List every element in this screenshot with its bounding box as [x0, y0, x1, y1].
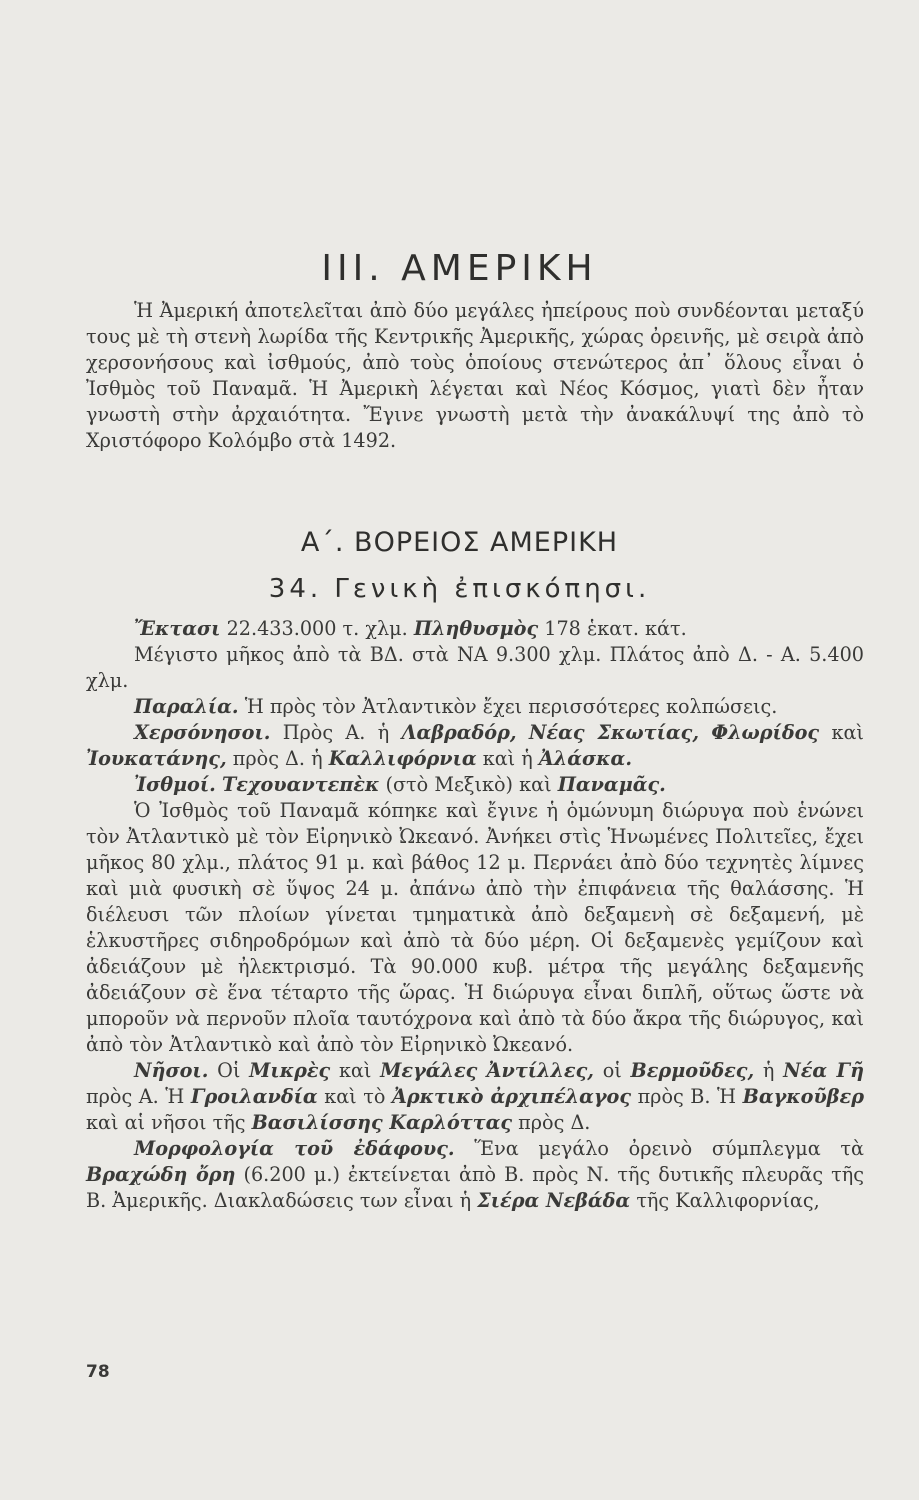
islands-label: Νῆσοι.	[134, 1059, 209, 1082]
peninsulas-text: καὶ ἡ	[482, 747, 533, 770]
place-labrador: Λαβραδόρ,	[401, 721, 517, 744]
coast-text: Ἡ πρὸς τὸν Ἀτλαντικὸν ἔχει περισσότερες κολπώσεις.	[244, 695, 778, 718]
intro-paragraph: Ἡ Ἀμερική ἀποτελεῖται ἀπὸ δύο μεγάλες ἠπείρους ποὺ συνδέονται μεταξύ τους μὲ τὴ στενὴ λωρίδα τῆς Κεντρικῆς Ἀμερικῆς, χώρας ὀρεινῆς, μὲ σειρὰ ἀπὸ χερσονήσους καὶ ἰσθμούς, ἀπὸ τοὺς ὁποίους στενώτερος ἀπ᾿ ὅλους εἶναι ὁ Ἰσθμὸς τοῦ Παναμᾶ. Ἡ Ἀμερικὴ λέγεται καὶ Νέος Κόσμος, γιατὶ δὲν ἦταν γνωστὴ στὴν ἀρχαιότητα. Ἔγινε γνωστὴ μετὰ τὴν ἀνακάλυψί της ἀπὸ τὸ Χριστόφορο Κολόμβο στὰ 1492.	[86, 299, 864, 452]
place-rocky-mountains: Βραχώδη ὄρη	[86, 1163, 236, 1186]
place-alaska: Ἀλάσκα.	[538, 747, 633, 770]
place-arctic-archipelago: Ἀρκτικὸ ἀρχιπέλαγος	[391, 1085, 632, 1108]
length-paragraph: Μέγιστο μῆκος ἀπὸ τὰ ΒΔ. στὰ ΝΑ 9.300 χλμ. Πλάτος ἀπὸ Δ. - Α. 5.400 χλμ.	[86, 643, 864, 692]
canal-paragraph: Ὁ Ἰσθμὸς τοῦ Παναμᾶ κόπηκε καὶ ἔγινε ἡ ὁμώνυμη διώρυγα ποὺ ἑνώνει τὸν Ἀτλαντικὸ μὲ τὸν Εἰρηνικὸ Ὠκεανό. Ἀνήκει στὶς Ἡνωμένες Πολιτεῖες, ἔχει μῆκος 80 χλμ., πλάτος 91 μ. καὶ βάθος 12 μ. Περνάει ἀπὸ δύο τεχνητὲς λίμνες καὶ μιὰ φυσικὴ σὲ ὕψος 24 μ. ἀπάνω ἀπὸ τὴν ἐπιφάνεια τῆς θαλάσσης. Ἡ διέλευσι τῶν πλοίων γίνεται τμηματικὰ ἀπὸ δεξαμενὴ σὲ δεξαμενή, μὲ ἑλκυστῆρες σιδηροδρόμων καὶ ἀπὸ τὰ δύο μέρη. Οἱ δεξαμενὲς γεμίζουν καὶ ἀδειάζουν μὲ ἠλεκτρισμό. Τὰ 90.000 κυβ. μέτρα τῆς μεγάλης δεξαμενῆς ἀδειάζουν σὲ ἕνα τέταρτο τῆς ὥρας. Ἡ διώρυγα εἶναι διπλῆ, οὕτως ὥστε νὰ μποροῦν νὰ περνοῦν πλοῖα ταυτόχρονα καὶ ἀπὸ τὰ δύο ἄκρα τῆς διώρυγος, καὶ ἀπὸ τὸν Ἀτλαντικὸ καὶ ἀπὸ τὸν Εἰρηνικὸ Ὠκεανό.	[86, 799, 864, 1056]
place-queen-charlotte: Βασιλίσσης Καρλόττας	[251, 1111, 513, 1134]
morphology-paragraph	[86, 1136, 864, 1214]
place-florida: Φλωρίδος	[711, 721, 820, 744]
islands-text: καὶ αἱ νῆσοι τῆς	[86, 1111, 246, 1134]
page-number: 78	[86, 1362, 110, 1382]
islands-text: οἱ	[602, 1059, 622, 1082]
islands-text: ἡ	[762, 1059, 775, 1082]
area-paragraph	[86, 616, 864, 642]
population-value: 178 ἑκατ. κάτ.	[544, 617, 687, 640]
isthmuses-paragraph	[86, 772, 864, 798]
body-block	[86, 616, 864, 1214]
islands-paragraph	[86, 1058, 864, 1136]
peninsulas-label: Χερσόνησοι.	[134, 721, 271, 744]
peninsulas-text: πρὸς Δ. ἡ	[232, 747, 323, 770]
isthmuses-label: Ἰσθμοί.	[134, 773, 216, 796]
place-lesser-antilles: Μικρὲς	[249, 1059, 331, 1082]
section-heading: Α΄. ΒΟΡΕΙΟΣ ΑΜΕΡΙΚΗ	[300, 527, 619, 558]
place-yucatan: Ἰουκατάνης,	[86, 747, 227, 770]
place-panama: Παναμᾶς.	[557, 773, 666, 796]
place-greenland: Γροιλανδία	[190, 1085, 318, 1108]
place-tehuantepec: Τεχουαντεπὲκ	[221, 773, 380, 796]
population-label: Πληθυσμὸς	[413, 617, 539, 640]
coast-paragraph	[86, 694, 864, 720]
peninsulas-text: καὶ	[831, 721, 864, 744]
place-greater-antilles: Μεγάλες Ἀντίλλες,	[380, 1059, 594, 1082]
islands-text: Οἱ	[217, 1059, 241, 1082]
coast-label: Παραλία.	[134, 695, 239, 718]
place-newfoundland: Νέα Γῆ	[783, 1059, 865, 1082]
morphology-text: Ἕνα μεγάλο ὀρεινὸ σύμπλεγμα τὰ	[474, 1137, 864, 1160]
islands-text: καὶ	[338, 1059, 372, 1082]
morphology-text: τῆς Καλλιφορνίας,	[636, 1189, 820, 1212]
place-sierra-nevada: Σιέρα Νεβάδα	[477, 1189, 631, 1212]
chapter-title: III. ΑΜΕΡΙΚΗ	[321, 248, 598, 289]
intro-block	[86, 298, 864, 454]
peninsulas-paragraph	[86, 720, 864, 772]
islands-text: πρὸς Β. Ἡ	[637, 1085, 737, 1108]
place-vancouver: Βαγκοῦβερ	[742, 1085, 864, 1108]
islands-text: καὶ τὸ	[324, 1085, 386, 1108]
islands-text: πρὸς Α. Ἡ	[86, 1085, 185, 1108]
isthmuses-text: (στὸ Μεξικὸ) καὶ	[385, 773, 552, 796]
place-bermuda: Βερμοῦδες,	[630, 1059, 755, 1082]
area-value: 22.433.000 τ. χλμ.	[226, 617, 408, 640]
area-label: Ἔκτασι	[134, 617, 221, 640]
peninsulas-text: Πρὸς Α. ἡ	[282, 721, 390, 744]
place-california: Καλλιφόρνια	[328, 747, 477, 770]
subsection-heading: 34. Γενικὴ ἐπισκόπησι.	[268, 574, 651, 604]
morphology-text: (6.200 μ.) ἐκτείνεται ἀπὸ Β. πρὸς Ν. τῆς δυτικῆς πλευρᾶς τῆς Β. Ἀμερικῆς. Διακλαδώσεις των εἶναι ἡ	[86, 1163, 864, 1212]
place-nova-scotia: Νέας Σκωτίας,	[528, 721, 700, 744]
morphology-label: Μορφολογία τοῦ ἐδάφους.	[134, 1137, 455, 1160]
islands-text: πρὸς Δ.	[518, 1111, 591, 1134]
